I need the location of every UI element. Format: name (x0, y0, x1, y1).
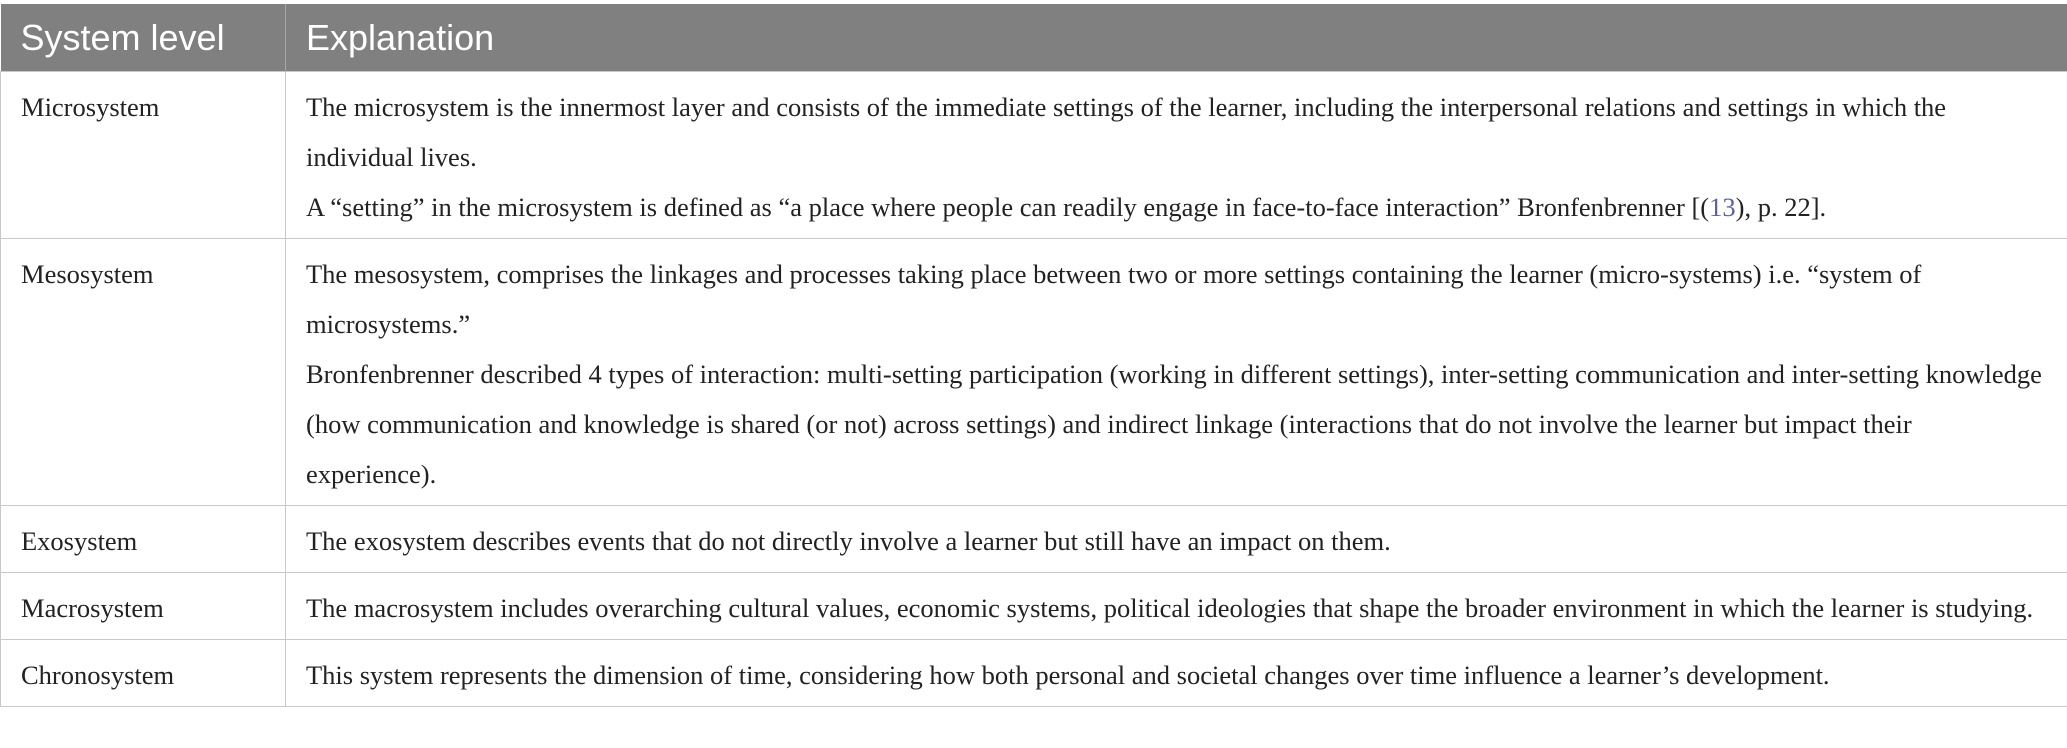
header-row (1, 4, 2067, 72)
table-row (1, 573, 2067, 640)
explanation-paragraph: This system represents the dimension of time, considering how both personal and societal changes over time influence a learner’s development. (306, 660, 1830, 690)
explanation-cell (286, 239, 2067, 506)
system-level-cell: Microsystem (1, 72, 286, 239)
explanation-paragraph: The mesosystem, comprises the linkages and processes taking place between two or more settings containing the learner (micro-systems) i.e. “system of microsystems.” (306, 259, 1922, 339)
explanation-paragraph: The exosystem describes events that do not directly involve a learner but still have an impact on them. (306, 526, 1391, 556)
paragraph-text: A “setting” in the microsystem is defined as “a place where people can readily engage in face-to-face interaction” Bronfenbrenner [( (306, 192, 1710, 222)
explanation-cell (286, 506, 2067, 573)
explanation-paragraph: Bronfenbrenner described 4 types of interaction: multi-setting participation (working in different settings), inter-setting communication and inter-setting knowledge (how communication and knowledge is shared (or not) across settings) and indirect linkage (interactions that do not involve the learner but impact their experience). (306, 359, 2042, 489)
explanation-paragraph (306, 182, 2047, 232)
table-row (1, 72, 2067, 239)
table-body (1, 72, 2067, 707)
system-level-cell: Mesosystem (1, 239, 286, 506)
explanation-paragraph: The macrosystem includes overarching cultural values, economic systems, political ideologies that shape the broader environment in which the learner is studying. (306, 593, 2034, 623)
system-level-cell: Chronosystem (1, 640, 286, 707)
table-row (1, 640, 2067, 707)
explanation-cell (286, 72, 2067, 239)
system-levels-table-container (0, 4, 2067, 707)
header-system-level: System level (1, 4, 286, 72)
table-row (1, 506, 2067, 573)
header-explanation: Explanation (286, 4, 2067, 72)
system-levels-table (0, 4, 2067, 707)
system-level-cell: Macrosystem (1, 573, 286, 640)
reference-link[interactable]: 13 (1709, 192, 1736, 222)
explanation-cell (286, 573, 2067, 640)
explanation-paragraph: The microsystem is the innermost layer and consists of the immediate settings of the learner, including the interpersonal relations and settings in which the individual lives. (306, 92, 1947, 172)
system-level-cell: Exosystem (1, 506, 286, 573)
paragraph-text: ), p. 22]. (1735, 192, 1827, 222)
table-row (1, 239, 2067, 506)
table-header (1, 4, 2067, 72)
explanation-cell (286, 640, 2067, 707)
